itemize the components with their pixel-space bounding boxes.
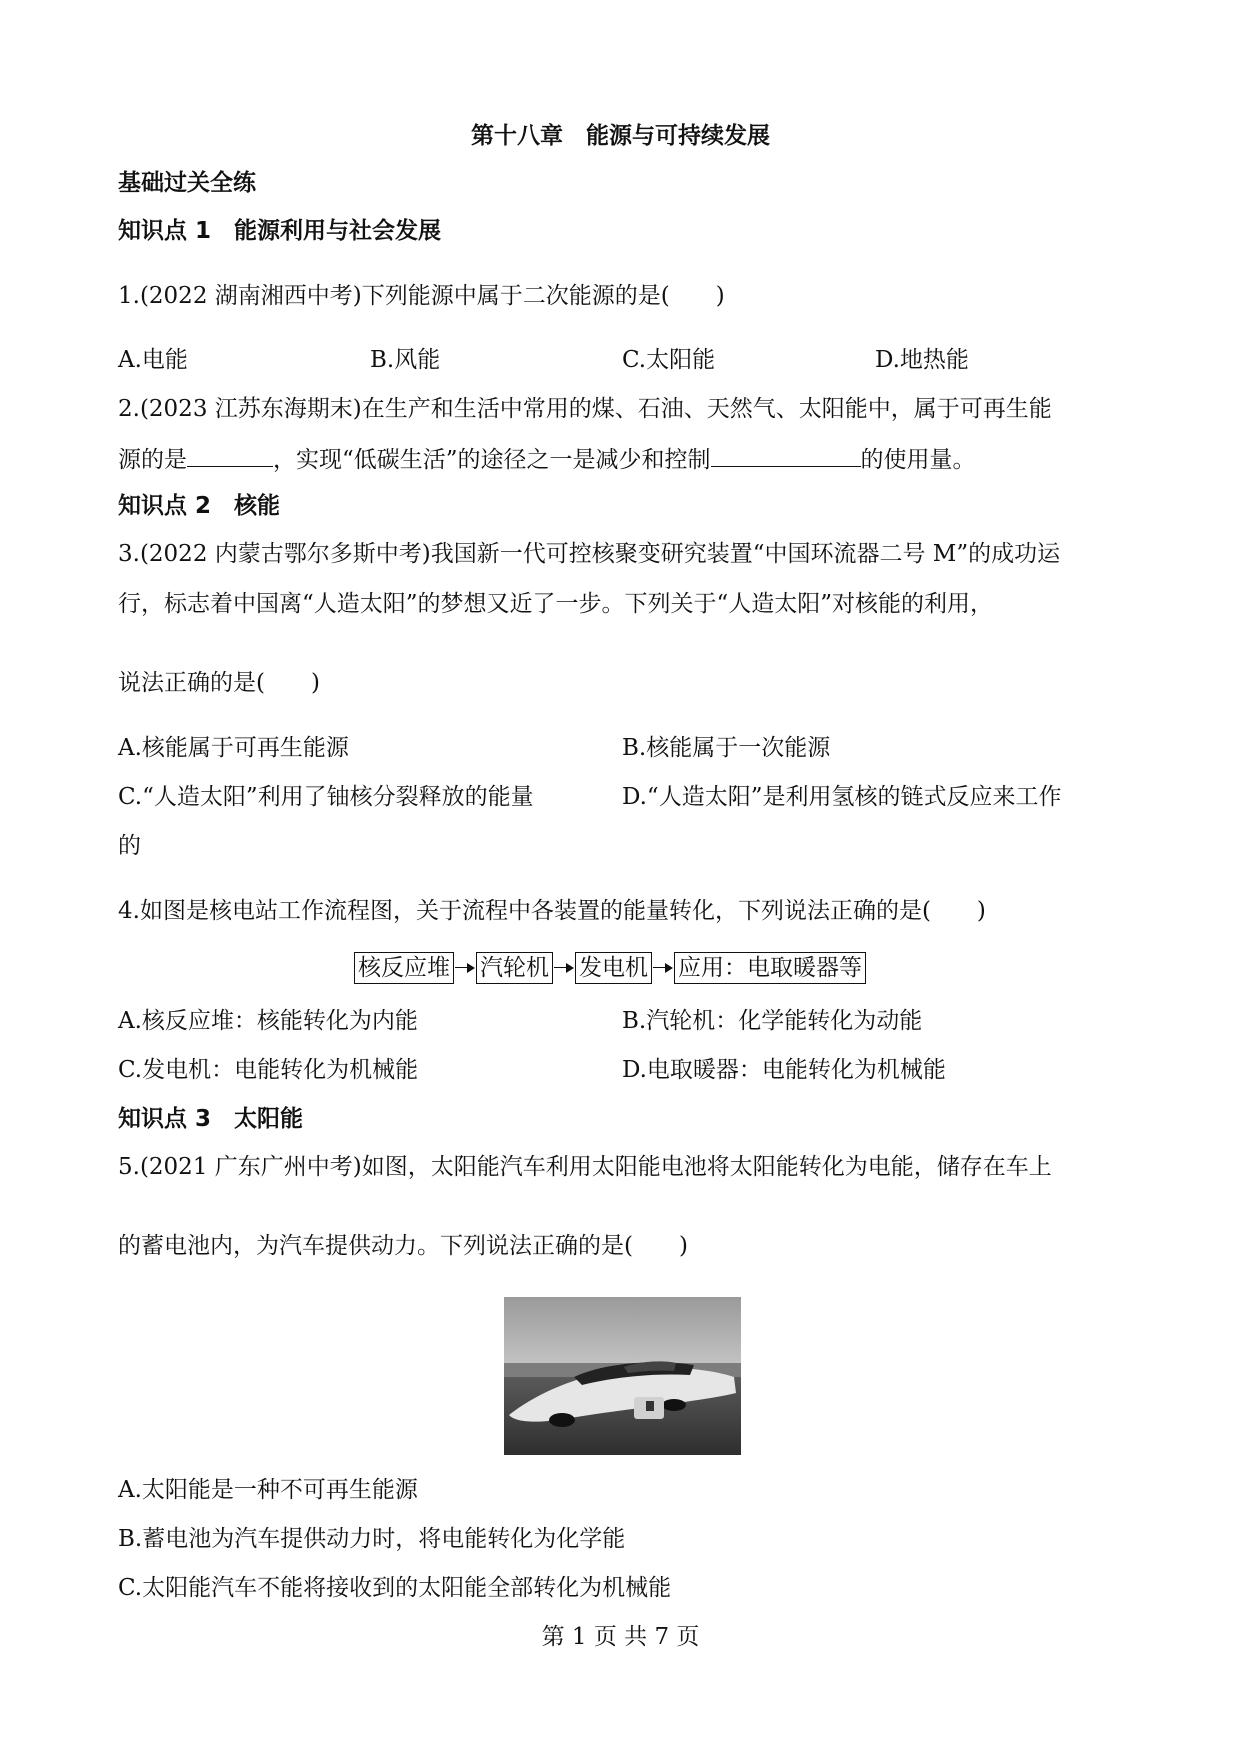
flow-arrow-icon — [652, 953, 674, 983]
knowledge-point-1: 知识点 1 能源利用与社会发展 — [118, 218, 442, 244]
q5-option-a: A.太阳能是一种不可再生能源 — [118, 1477, 418, 1503]
flow-arrow-icon — [454, 953, 476, 983]
question-5-line1: 5.(2021 广东广州中考)如图，太阳能汽车利用太阳能电池将太阳能转化为电能，储存在车上 — [118, 1154, 1052, 1180]
q1-option-b: B.风能 — [370, 347, 441, 373]
q2-text-part2: ，实现“低碳生活”的途径之一是减少和控制 — [273, 447, 711, 473]
section-heading: 基础过关全练 — [118, 170, 256, 196]
q1-option-c: C.太阳能 — [622, 347, 716, 373]
flow-step-reactor: 核反应堆 — [354, 952, 454, 984]
nuclear-plant-flowchart — [354, 951, 866, 985]
q2-text-part3: 的使用量。 — [860, 447, 976, 473]
solar-car-photo — [504, 1297, 741, 1455]
solar-car-illustration — [504, 1297, 741, 1455]
question-4-stem: 4.如图是核电站工作流程图，关于流程中各装置的能量转化，下列说法正确的是( ) — [118, 898, 986, 924]
flow-step-turbine: 汽轮机 — [476, 952, 553, 984]
chapter-title: 第十八章 能源与可持续发展 — [471, 123, 770, 149]
q2-blank-2[interactable] — [711, 444, 861, 467]
question-3-line3: 说法正确的是( ) — [118, 670, 320, 696]
flow-step-application: 应用：电取暖器等 — [674, 952, 866, 984]
knowledge-point-3: 知识点 3 太阳能 — [118, 1106, 304, 1132]
question-3-line2: 行，标志着中国离“人造太阳”的梦想又近了一步。下列关于“人造太阳”对核能的利用， — [118, 591, 994, 617]
q4-option-a: A.核反应堆：核能转化为内能 — [118, 1008, 418, 1034]
question-1-stem: 1.(2022 湖南湘西中考)下列能源中属于二次能源的是( ) — [118, 283, 725, 309]
q2-blank-1[interactable] — [187, 444, 273, 467]
q1-option-a: A.电能 — [118, 347, 188, 373]
q4-option-d: D.电取暖器：电能转化为机械能 — [622, 1057, 946, 1083]
q1-option-d: D.地热能 — [875, 347, 969, 373]
page-footer: 第 1 页 共 7 页 — [541, 1624, 700, 1650]
question-2-line2 — [118, 444, 976, 475]
question-5-line2: 的蓄电池内，为汽车提供动力。下列说法正确的是( ) — [118, 1233, 688, 1259]
q3-option-d-continued: 的 — [118, 833, 141, 859]
q3-option-d: D.“人造太阳”是利用氢核的链式反应来工作 — [622, 784, 1062, 810]
q3-option-c: C.“人造太阳”利用了铀核分裂释放的能量 — [118, 784, 534, 810]
q3-option-a: A.核能属于可再生能源 — [118, 735, 349, 761]
q4-option-b: B.汽轮机：化学能转化为动能 — [622, 1008, 923, 1034]
q4-option-c: C.发电机：电能转化为机械能 — [118, 1057, 419, 1083]
question-3-line1: 3.(2022 内蒙古鄂尔多斯中考)我国新一代可控核聚变研究装置“中国环流器二号 M”的成功运 — [118, 541, 1061, 567]
flow-arrow-icon — [553, 953, 575, 983]
q5-option-c: C.太阳能汽车不能将接收到的太阳能全部转化为机械能 — [118, 1575, 672, 1601]
knowledge-point-2: 知识点 2 核能 — [118, 493, 281, 519]
flow-step-generator: 发电机 — [575, 952, 652, 984]
q3-option-b: B.核能属于一次能源 — [622, 735, 831, 761]
q2-text-part1: 源的是 — [118, 447, 187, 473]
question-2-line1: 2.(2023 江苏东海期末)在生产和生活中常用的煤、石油、天然气、太阳能中，属于可再生能 — [118, 396, 1052, 422]
q5-option-b: B.蓄电池为汽车提供动力时，将电能转化为化学能 — [118, 1526, 626, 1552]
